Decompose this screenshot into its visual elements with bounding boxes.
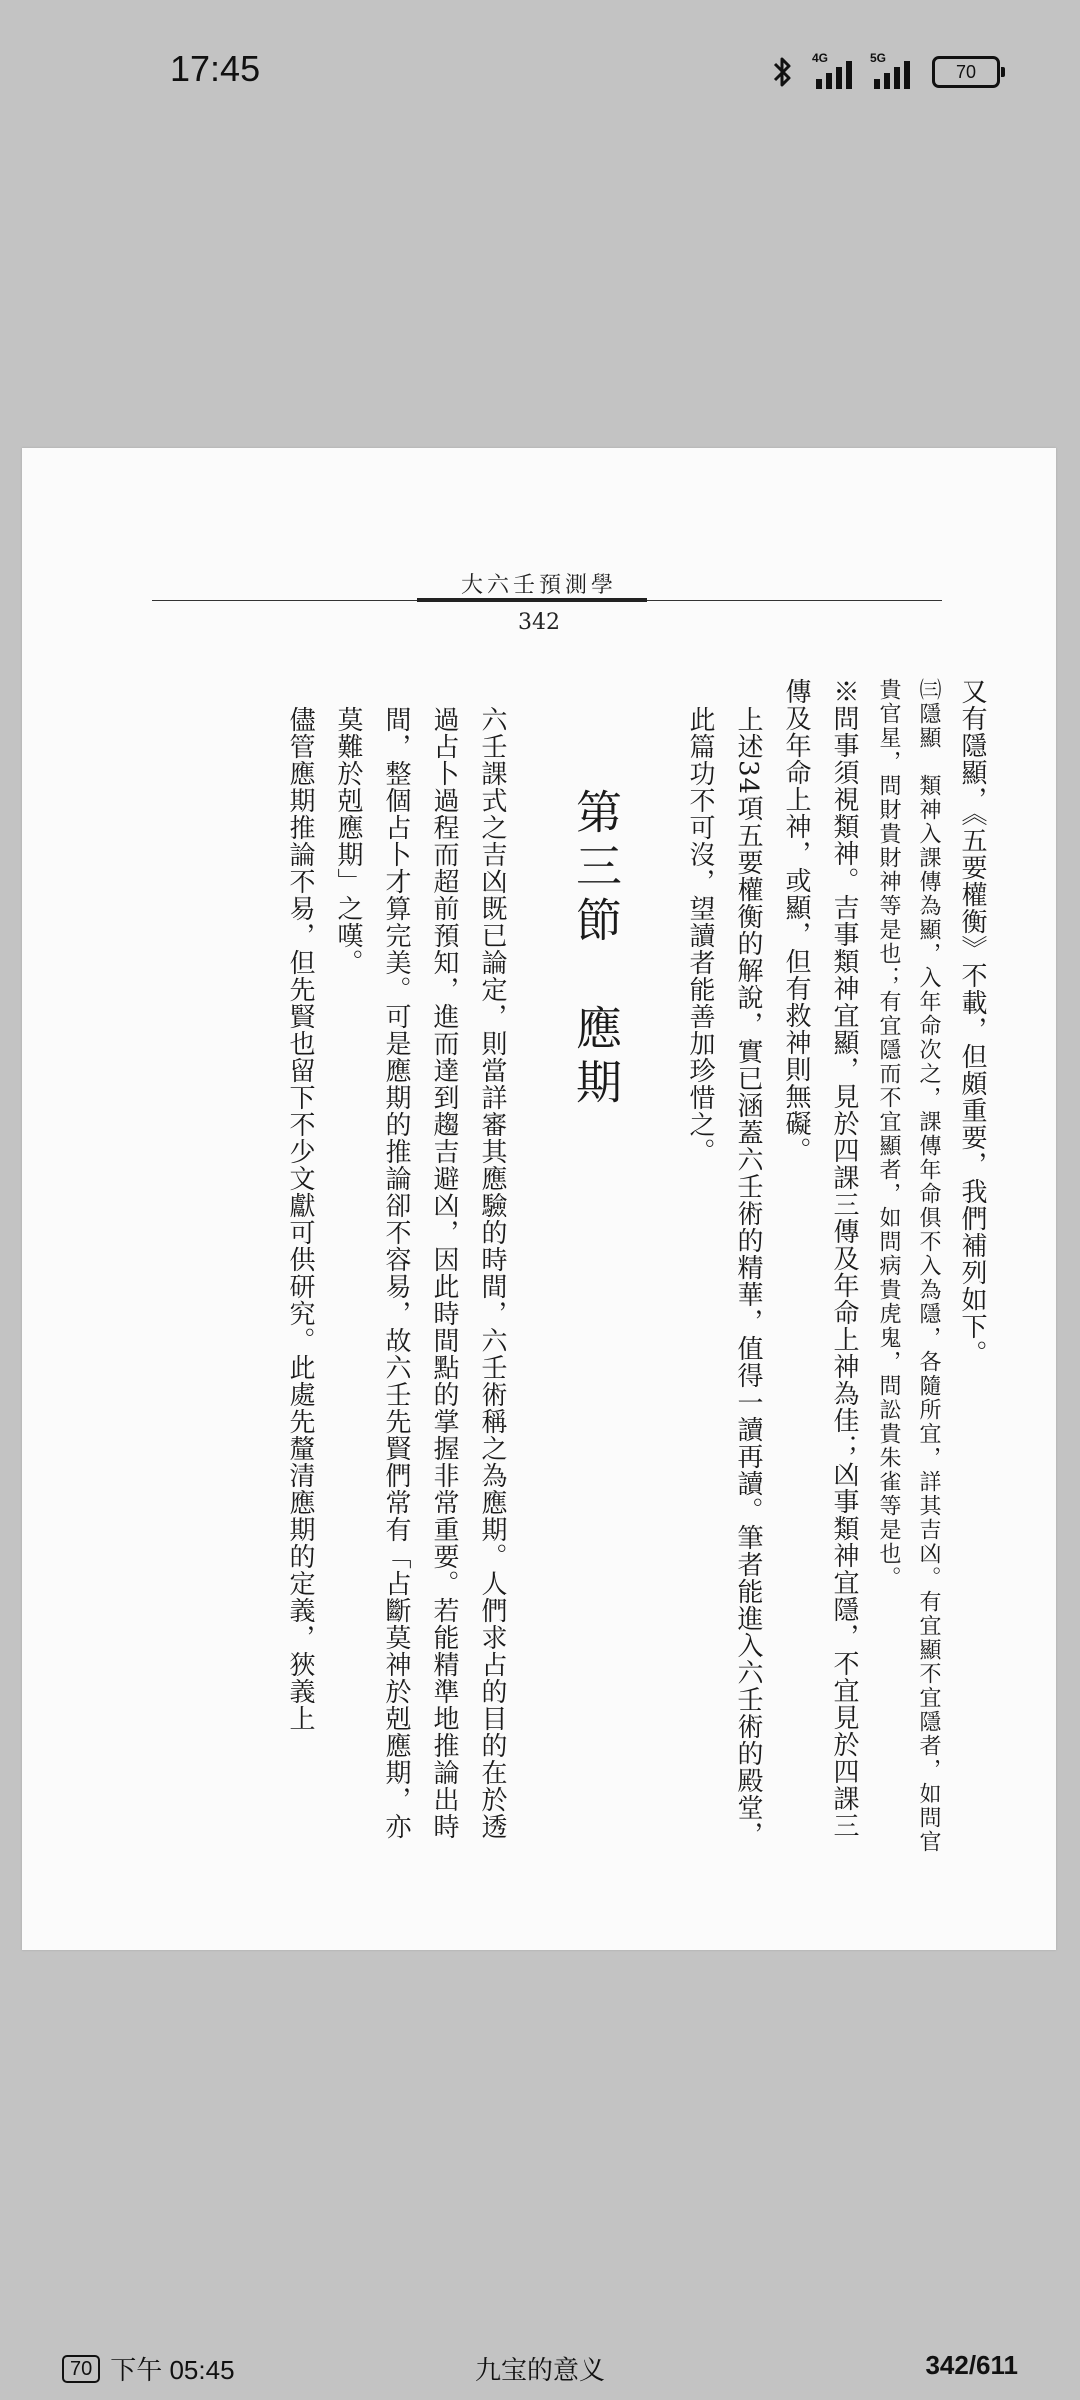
- paragraph: ※問事須視類神。吉事類神宜顯，見於四課三傳及年命上神為佳；凶事類神宜隱，不宜見於四課三傳及年命上神，或顯，但有救神則無礙。: [781, 678, 859, 1839]
- paragraph: ㈢隱顯 類神入課傳為顯，入年命次之，課傳年命俱不入為隱，各隨所宜，詳其吉凶。有宜顯不宜隱者，如問官貴官星，問財貴財神等是也；有宜隱而不宜顯者，如問病貴虎鬼，問訟貴朱雀等是也。: [876, 678, 941, 1854]
- book-title: 九宝的意义: [474, 2355, 605, 2385]
- status-time: 17:45: [170, 48, 261, 89]
- footer-time: 下午 05:45: [110, 2355, 235, 2385]
- status-icons: [772, 52, 1000, 92]
- network-4g-label: 4G: [812, 51, 829, 65]
- paragraph: 儘管應期推論不易，但先賢也留下不少文獻可供研究。此處先釐清應期的定義，狹義上: [285, 706, 315, 1732]
- header-rule-accent: [417, 598, 647, 602]
- page-number: 342: [518, 610, 560, 635]
- section-title: 第三節 應期: [569, 788, 623, 1112]
- battery-icon: [932, 56, 1000, 88]
- signal-4g-icon: [812, 51, 852, 89]
- page-body-text: [76, 678, 996, 1858]
- status-bar: [0, 0, 1080, 140]
- paragraph: 六壬課式之吉凶既已論定，則當詳審其應驗的時間，六壬術稱之為應期。人們求占的目的在於透過占卜過程而超前預知，進而達到趨吉避凶，因此時間點的掌握非常重要。若能精準地推論出時間，整個占卜才算完美。可是應期的推論卻不容易，故六壬先賢們常有「占斷莫神於剋應期，亦莫難於剋應期」之嘆。: [333, 706, 507, 1840]
- signal-5g-icon: [870, 51, 910, 89]
- page-progress: 342/611: [925, 2350, 1018, 2380]
- book-page[interactable]: [22, 448, 1056, 1950]
- reader-footer: [0, 2350, 1080, 2400]
- page-header: 大六壬預測學: [460, 573, 617, 598]
- footer-battery-icon: 70: [62, 2355, 100, 2383]
- paragraph: 上述34項五要權衡的解說，實已涵蓋六壬術的精華，值得一讀再讀。筆者能進入六壬術的殿堂，此篇功不可沒，望讀者能善加珍惜之。: [685, 706, 763, 1849]
- bluetooth-icon: [772, 55, 794, 89]
- paragraph: 又有隱顯，《五要權衡》不載，但頗重要，我們補列如下。: [957, 678, 987, 1367]
- network-5g-label: 5G: [870, 51, 887, 65]
- battery-level: 70: [955, 61, 977, 82]
